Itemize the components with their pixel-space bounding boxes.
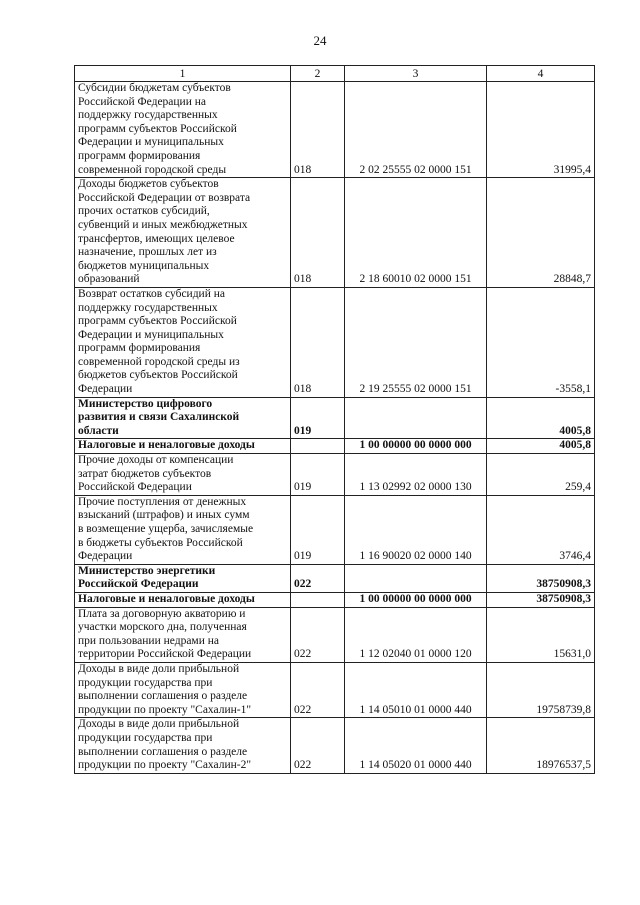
row-amount-text: 3746,4: [559, 550, 591, 563]
row-amount-text: 4005,8: [559, 424, 591, 437]
row-admin-code-text: 022: [294, 648, 312, 661]
row-admin-code-text: 019: [294, 424, 312, 437]
row-admin-code-text: 022: [294, 578, 312, 591]
row-budget-code-text: 1 12 02040 01 0000 120: [359, 648, 472, 661]
row-budget-code: [345, 454, 487, 496]
row-budget-code: [345, 662, 487, 717]
row-budget-code: [345, 495, 487, 564]
row-amount-text: 15631,0: [553, 648, 591, 661]
row-name: [75, 178, 291, 288]
row-admin-code: [291, 454, 345, 496]
row-admin-code-text: 019: [294, 550, 312, 563]
row-budget-code: [345, 82, 487, 178]
table-row: [75, 454, 595, 496]
row-amount-text: -3558,1: [555, 383, 591, 396]
page-number: 24: [313, 33, 327, 48]
row-amount: [487, 662, 595, 717]
table-row: [75, 82, 595, 178]
table-header-row: [75, 66, 595, 82]
row-amount: [487, 718, 595, 773]
row-admin-code-text: 022: [294, 759, 312, 772]
row-budget-code: [345, 564, 487, 592]
row-amount-text: 31995,4: [553, 163, 591, 176]
row-name-text: Налоговые и неналоговые доходы: [78, 592, 255, 605]
row-name-text: Прочие поступления от денежных взысканий (штрафов) и иных сумм в возмещение ущерба, зачисляемые в бюджеты субъектов Российской Федерации: [78, 495, 254, 563]
row-name: [75, 397, 291, 439]
table-row: [75, 439, 595, 454]
column-header-2: 2: [291, 66, 345, 82]
row-admin-code: [291, 495, 345, 564]
table-row: [75, 397, 595, 439]
row-name-text: Налоговые и неналоговые доходы: [78, 439, 255, 452]
row-admin-code: [291, 564, 345, 592]
table-row: [75, 718, 595, 773]
row-amount: [487, 82, 595, 178]
row-amount: [487, 178, 595, 288]
row-name: [75, 287, 291, 397]
row-admin-code-text: 019: [294, 481, 312, 494]
row-amount: [487, 607, 595, 662]
row-amount-text: 18976537,5: [536, 759, 591, 772]
row-name-text: Доходы в виде доли прибыльной продукции государства при выполнении соглашения о разделе продукции по проекту "Сахалин-1": [78, 662, 252, 716]
table-row: [75, 607, 595, 662]
row-amount: [487, 397, 595, 439]
row-admin-code: [291, 439, 345, 454]
row-budget-code: [345, 607, 487, 662]
table-row: [75, 592, 595, 607]
row-name-text: Плата за договорную акваторию и участки морского дна, полученная при пользовании недрами на территории Российской Федерации: [78, 607, 252, 661]
row-name-text: Доходы в виде доли прибыльной продукции государства при выполнении соглашения о разделе продукции по проекту "Сахалин-2": [78, 718, 252, 772]
row-amount: [487, 454, 595, 496]
row-amount-text: 259,4: [565, 481, 591, 494]
row-admin-code: [291, 397, 345, 439]
row-budget-code-text: 1 13 02992 02 0000 130: [359, 481, 472, 494]
row-amount-text: 4005,8: [559, 439, 591, 452]
row-budget-code-text: 1 00 00000 00 0000 000: [359, 592, 472, 605]
row-budget-code-text: 2 02 25555 02 0000 151: [359, 163, 472, 176]
row-admin-code: [291, 718, 345, 773]
row-admin-code-text: 018: [294, 273, 312, 286]
row-name: [75, 718, 291, 773]
table-row: [75, 178, 595, 288]
column-header-4: 4: [487, 66, 595, 82]
row-amount: [487, 564, 595, 592]
table-row: [75, 662, 595, 717]
row-name: [75, 82, 291, 178]
row-admin-code-text: 018: [294, 163, 312, 176]
row-admin-code: [291, 607, 345, 662]
row-name: [75, 607, 291, 662]
row-name-text: Министерство цифрового развития и связи Сахалинской области: [78, 397, 240, 437]
row-admin-code-text: 022: [294, 703, 312, 716]
row-budget-code-text: 1 14 05010 01 0000 440: [359, 703, 472, 716]
table-row: [75, 564, 595, 592]
row-amount: [487, 495, 595, 564]
row-name: [75, 454, 291, 496]
row-amount-text: 38750908,3: [536, 592, 591, 605]
row-name: [75, 564, 291, 592]
row-budget-code: [345, 397, 487, 439]
row-budget-code: [345, 718, 487, 773]
row-admin-code: [291, 82, 345, 178]
column-header-3: 3: [345, 66, 487, 82]
row-name: [75, 592, 291, 607]
row-amount-text: 28848,7: [553, 273, 591, 286]
row-name: [75, 662, 291, 717]
row-budget-code-text: 1 00 00000 00 0000 000: [359, 439, 472, 452]
row-amount: [487, 287, 595, 397]
row-name-text: Субсидии бюджетам субъектов Российской Федерации на поддержку государственных программ субъектов Российской Федерации и муниципальных программ формирования современной городской среды: [78, 82, 237, 176]
row-admin-code: [291, 178, 345, 288]
row-budget-code-text: 2 18 60010 02 0000 151: [359, 273, 472, 286]
row-name-text: Прочие доходы от компенсации затрат бюджетов субъектов Российской Федерации: [78, 454, 234, 494]
row-amount: [487, 439, 595, 454]
row-budget-code-text: 2 19 25555 02 0000 151: [359, 383, 472, 396]
row-name: [75, 495, 291, 564]
column-header-1: 1: [75, 66, 291, 82]
revenue-table: [74, 65, 595, 774]
row-name-text: Министерство энергетики Российской Федерации: [78, 564, 216, 591]
row-amount: [487, 592, 595, 607]
row-name-text: Возврат остатков субсидий на поддержку государственных программ субъектов Российской Федерации и муниципальных программ формирования современной городской среды из бюджетов субъектов Российской Федерации: [78, 287, 240, 396]
row-budget-code-text: 1 14 05020 01 0000 440: [359, 759, 472, 772]
row-admin-code: [291, 662, 345, 717]
row-admin-code-text: 018: [294, 383, 312, 396]
row-budget-code-text: 1 16 90020 02 0000 140: [359, 550, 472, 563]
row-admin-code: [291, 592, 345, 607]
table-row: [75, 287, 595, 397]
row-name-text: Доходы бюджетов субъектов Российской Федерации от возврата прочих остатков субсидий, субвенций и иных межбюджетных трансфертов, имеющих целевое назначение, прошлых лет из бюджетов муниципальных образований: [78, 178, 251, 286]
row-amount-text: 19758739,8: [536, 703, 591, 716]
table-row: [75, 495, 595, 564]
row-name: [75, 439, 291, 454]
row-admin-code: [291, 287, 345, 397]
row-budget-code: [345, 439, 487, 454]
row-budget-code: [345, 287, 487, 397]
row-amount-text: 38750908,3: [536, 578, 591, 591]
row-budget-code: [345, 592, 487, 607]
row-budget-code: [345, 178, 487, 288]
